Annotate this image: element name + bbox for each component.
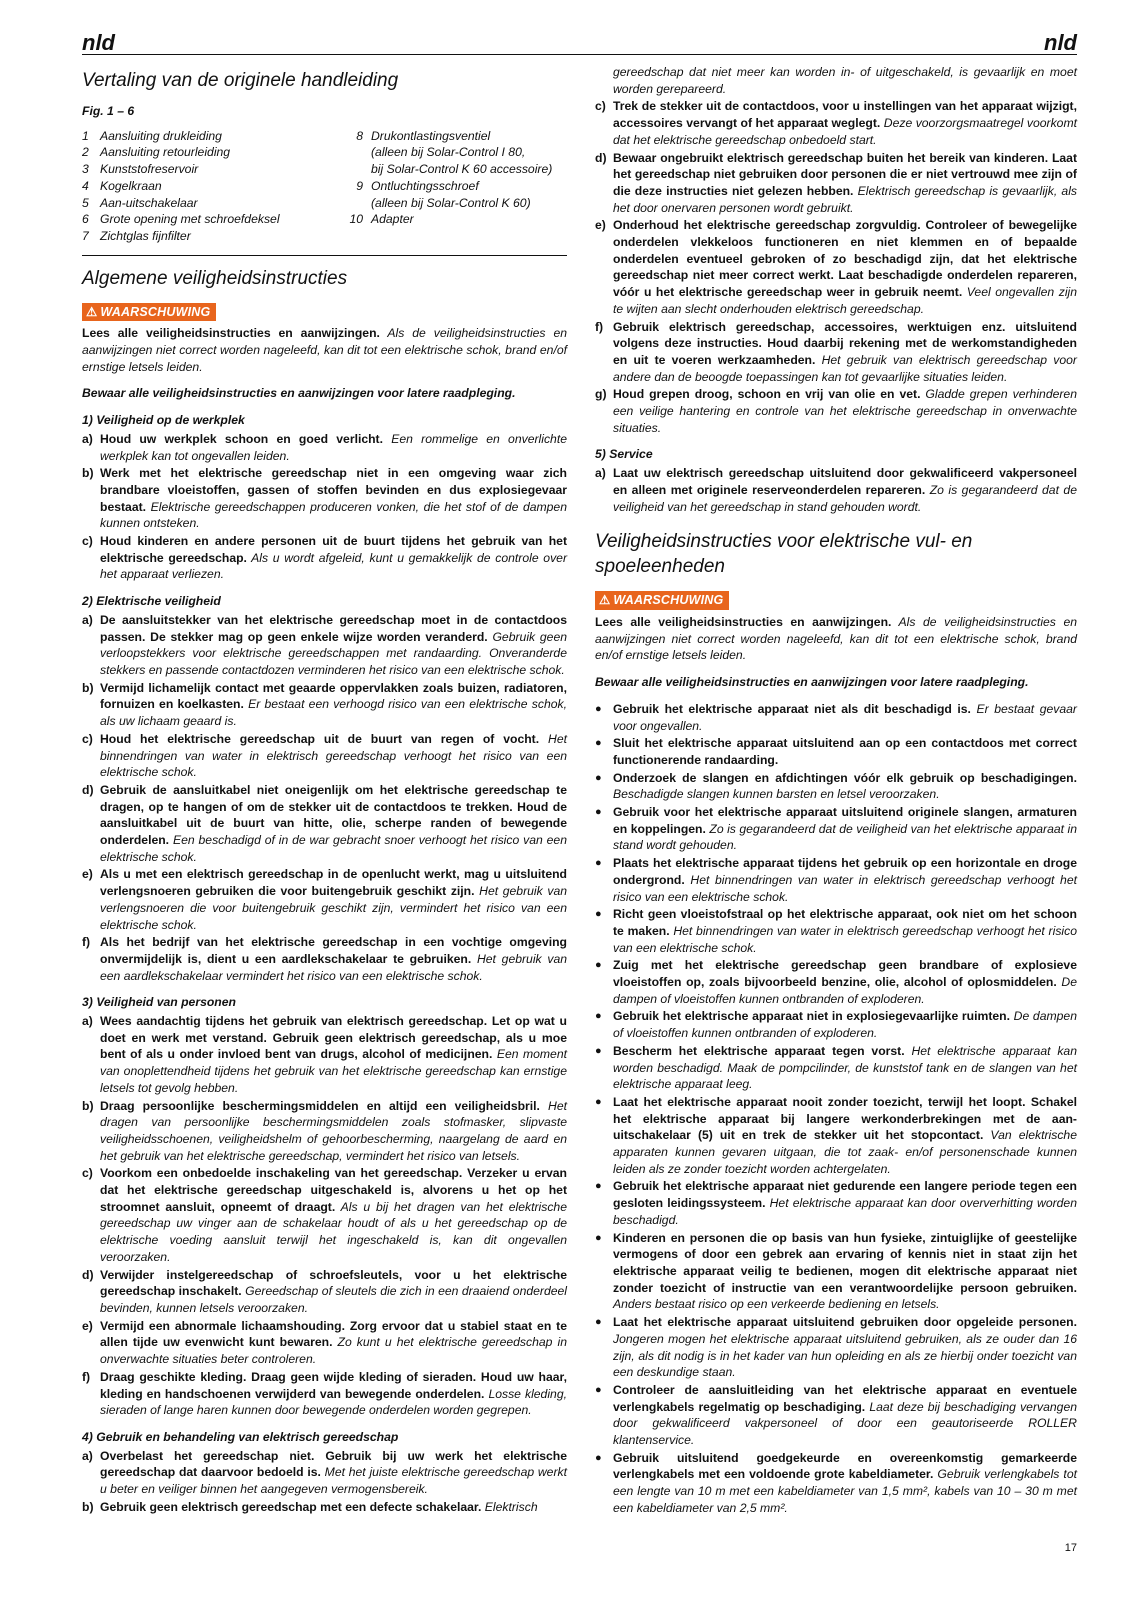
item-text [100,1369,567,1419]
bullet-text [613,1450,1077,1517]
item-italic: Een rommelige en onverlichte werkplek kan tot ongevallen leiden. [100,431,567,463]
bullet-italic: Het elektrische apparaat kan door oververhitting worden beschadigd. [613,1196,1077,1227]
general-safety-title: Algemene veiligheidsinstructies [82,267,348,289]
item-italic: Elektrisch gereedschap is gevaarlijk, als het door onervaren personen wordt gebruikt. [613,183,1077,215]
item-bold: Bewaar ongebruikt elektrisch gereedschap buiten het bereik van kinderen. Laat het gereedschap niet gebruiken door personen die er niet vertrouwd mee zijn of die deze instructies niet gelezen hebben. [613,150,1077,198]
legend-column-left [82,128,337,245]
safety-item [82,731,567,781]
bullet-italic: Jongeren mogen het elektrische apparaat uitsluitend gebruiken, als ze ouder dan 16 zijn, als dit nodig is in het kader van hun opleiding en als ze hierbij onder toezicht van een deskundige staan. [613,1331,1077,1380]
legend-text: Zichtglas fijnfilter [100,228,191,243]
legend-number: 7 [82,228,89,243]
item-italic: Een beschadigd of in de war gebracht snoer verhoogt het risico van een elektrische schok. [100,833,567,864]
item-bold: De aansluitstekker van het elektrische gereedschap moet in de contactdoos passen. De stekker mag op geen enkele wijze worden veranderd. [100,612,567,644]
bullet-item [595,906,1077,956]
item-label: a) [82,1448,93,1463]
item-bold: Houd uw werkplek schoon en goed verlicht. [100,431,384,446]
item-bold: Gebruik de aansluitkabel niet oneigenlijk om het elektrische gereedschap te dragen, op te hangen of om de stekker uit de contactdoos te trekken. Houd de aansluitkabel uit de buurt van hitte, olie, scherpe randen of bewegende onderdelen. [100,782,567,848]
safety-item [82,782,567,866]
bullet-bold: Richt geen vloeistofstraal op het elektrische apparaat, ook niet om het schoon te maken. [613,907,1077,938]
header-language-left: nld [82,30,115,55]
device-safety-bullets [595,701,1077,1517]
bullet-bold: Controleer de aansluitleiding van het elektrische apparaat en eventuele verlengkabels regelmatig op beschadiging. [613,1382,1077,1414]
legend-text: Aansluiting retourleiding [100,145,231,160]
safety-item [82,431,567,464]
bullet-bold: Gebruik voor het elektrische apparaat uitsluitend originele slangen, armaturen en koppelingen. [613,805,1077,836]
service-heading: 5) Service [595,447,653,462]
bullet-bold: Onderzoek de slangen en afdichtingen vóór elk gebruik op beschadigingen. [613,770,1077,785]
item-text [100,866,567,933]
bullet-dot-icon: ● [595,857,602,870]
safety-item [595,98,1077,148]
warning-badge [82,303,216,322]
legend-item [337,128,567,145]
keep-instructions: Bewaar alle veiligheidsinstructies en aanwijzingen voor latere raadpleging. [82,386,516,401]
bullet-item [595,957,1077,1007]
safety-item [82,1499,567,1516]
item-text [100,431,567,464]
bullet-text [613,701,1077,734]
bullet-text [613,735,1077,768]
item-text [613,98,1077,148]
intro-italic: Als de veiligheidsinstructies en aanwijzingen niet correct worden nageleefd, kan dit tot een elektrische schok, brand en/of ernstige letsels leiden. [595,614,1078,663]
bullet-bold: Gebruik het elektrische apparaat niet in explosiegevaarlijke ruimten. [613,1009,1010,1024]
item-bold: Draag geschikte kleding. Draag geen wijde kleding of sieraden. Houd uw haar, kleding en handschoenen verwijderd van bewegende onderdelen. [100,1369,567,1401]
keep-instructions: Bewaar alle veiligheidsinstructies en aanwijzingen voor latere raadpleging. [595,675,1029,690]
legend-item [82,144,337,161]
item-text [613,465,1077,515]
item-text [613,64,1077,97]
intro-italic: Als de veiligheidsinstructies en aanwijzingen niet correct worden nageleefd, kan dit tot een elektrische schok, brand en/of ernstige letsels leiden. [82,326,568,374]
divider [82,255,567,256]
item-text [100,1448,567,1498]
legend-number: 1 [82,128,89,143]
warning-triangle-icon: ⚠ [599,593,611,608]
safety-item [595,319,1077,386]
item-italic: Het gebruik van een aardlekschakelaar vermindert het risico van een elektrische schok. [100,951,568,983]
item-text [100,1013,567,1097]
service-items [595,465,1077,515]
item-label: b) [82,680,94,695]
item-italic: Het dragen van persoonlijke beschermingsmiddelen zoals stofmasker, slipvaste veiligheidsschoenen, veiligheidshelm of gehoorbescherming, naargelang de aard en het gebruik van het elektrische gereedschap, vermindert het risico van letsels. [100,1098,567,1163]
bullet-dot-icon: ● [595,1044,602,1057]
section-heading: 3) Veiligheid van personen [82,995,236,1010]
item-italic: Met het juiste elektrische gereedschap werkt u beter en veiliger binnen het aangegeven vermogensbereik. [100,1465,567,1497]
item-label: f) [82,1369,91,1384]
bullet-dot-icon: ● [595,1010,602,1023]
legend-number [337,144,371,161]
bullet-dot-icon: ● [595,959,602,972]
bullet-dot-icon: ● [595,1095,602,1108]
safety-item [82,866,567,933]
legend-number: 10 [349,212,363,227]
item-text [100,934,567,984]
item-label [595,64,613,97]
legend-number [337,195,371,212]
bullet-dot-icon: ● [595,1231,602,1244]
bullet-text [613,906,1077,956]
safety-item [595,64,1077,97]
bullet-bold: Kinderen en personen die op basis van hun fysieke, zintuiglijke of geestelijke vermogens of door een gebrek aan ervaring of kennis niet in staat zijn het elektrische apparaat veilig te bedienen, mogen dit elektrische apparaat niet zonder toezicht of instructie van een verantwoordelijke persoon gebruiken. [613,1230,1077,1295]
bullet-text [613,1043,1077,1093]
bullet-italic: Zo is gegarandeerd dat de veiligheid van het elektrische apparaat in stand wordt gehouden. [613,821,1077,853]
bullet-text [613,770,1077,803]
bullet-italic: Laat deze bij beschadiging vervangen door gekwalificeerd vakpersoneel of door een geautoriseerde ROLLER klantenservice. [613,1399,1078,1448]
item-italic: Als u wordt afgeleid, kunt u gemakkelijk de controle over het apparaat verliezen. [100,550,567,582]
warning-label: WAARSCHUWING [613,593,724,608]
item-label: c) [82,534,93,549]
item-label: a) [82,431,93,446]
item-bold: Voorkom een onbedoelde inschakeling van het gereedschap. Verzeker u ervan dat het elektrische gereedschap uitgeschakeld is, alvorens u het op het stroomnet aansluit, opneemt of draagt. [100,1166,567,1214]
bullet-bold: Plaats het elektrische apparaat tijdens het gebruik op een horizontale en droge ondergrond. [613,856,1077,887]
figure-label: Fig. 1 – 6 [82,104,135,118]
item-italic: Deze voorzorgsmaatregel voorkomt dat het elektrische gereedschap onbedoeld start. [613,116,1077,147]
item-bold: Houd grepen droog, schoon en vrij van olie en vet. [613,387,921,402]
bullet-italic: Anders bestaat risico op een verkeerde bediening en letsels. [613,1297,940,1312]
legend-item [82,128,337,145]
warning-label: WAARSCHUWING [100,304,211,319]
safety-item [82,1369,567,1419]
item-bold: Onderhoud het elektrische gereedschap zorgvuldig. Controleer of bewegelijke onderdelen vlekkeloos functioneren en niet klemmen en of bepaalde onderdelen eventueel gebroken of zo beschadigd zijn, dat het elektrische gereedschap niet meer correct werkt. Laat beschadigde onderdelen repareren, vóór u het elektrische gereedschap weer in gebruik neemt. [613,218,1077,300]
legend-item [82,228,337,245]
legend-text: (alleen bij Solar-Control K 60) [371,195,531,210]
safety-item [82,1267,567,1317]
item-bold: Trek de stekker uit de contactdoos, voor u instellingen van het apparaat wijzigt, accessoires vervangt of het apparaat weglegt. [613,99,1077,131]
section-heading: 1) Veiligheid op de werkplek [82,413,245,428]
item-italic: Gebruik geen verloopstekkers voor elektrische gereedschappen met randaarding. Onveranderde stekkers en passende contactdozen verminderen het risico van een elektrische schok. [100,629,568,677]
safety-item [82,1448,567,1498]
item-text [613,150,1077,217]
bullet-dot-icon: ● [595,908,602,921]
service-item [595,465,1077,515]
legend-number: 5 [82,195,89,210]
legend-text: bij Solar-Control K 60 accessoire) [371,162,553,177]
bullet-italic: Het elektrische apparaat kan worden beschadigd. Maak de pompcilinder, de kunststof tank en de slangen van het elektrische apparaat leeg. [613,1043,1077,1092]
right-column [595,64,1077,1518]
bullet-bold: Laat het elektrische apparaat uitsluitend gebruiken door opgeleide personen. [613,1315,1077,1330]
item-bold: Houd het elektrische gereedschap uit de buurt van regen of vocht. [100,731,540,746]
bullet-dot-icon: ● [595,806,602,819]
bullet-text [613,1382,1077,1449]
bullet-bold: Zuig met het elektrische gereedschap geen brandbare of explosieve vloeistoffen op, zoals bijvoorbeeld benzine, olie, alcohol of oplosmiddelen. [613,958,1077,990]
safety-item [82,612,567,679]
safety-item [595,150,1077,217]
item-label: c) [82,1166,93,1181]
item-bold: Overbelast het gereedschap niet. Gebruik bij uw werk het elektrische gereedschap dat daarvoor bedoeld is. [100,1448,567,1480]
item-label: a) [82,1014,93,1029]
legend-number: 9 [356,178,363,193]
bullet-italic: Van elektrische apparaten kunnen gevaren uitgaan, die tot zaak- en/of personenschade kunnen leiden als ze zonder toezicht worden achtergelaten. [613,1128,1077,1176]
item-italic: Het gebruik van elektrisch gereedschap voor andere dan de beoogde toepassingen kan tot gevaarlijke situaties leiden. [613,352,1077,384]
item-label: c) [82,731,93,746]
bullet-item [595,804,1077,854]
bullet-dot-icon: ● [595,1180,602,1193]
safety-item [82,934,567,984]
item-bold: Werk met het elektrische gereedschap niet in een omgeving waar zich brandbare vloeistoffen, gassen of stoffen bevinden en dus explosiegevaar bestaat. [100,466,567,514]
bullet-italic: De dampen of vloeistoffen kunnen ontbranden of exploderen. [613,1009,1077,1041]
warning-triangle-icon: ⚠ [86,304,98,319]
item-label: e) [82,1318,93,1333]
item-label: d) [595,150,607,165]
intro-paragraph [82,325,567,375]
item-italic: Er bestaat een verhoogd risico van een elektrische schok, als uw lichaam geaard is. [100,697,567,729]
legend-text: (alleen bij Solar-Control I 80, [371,145,526,160]
item-bold: Verwijder instelgereedschap of schroefsleutels, voor u het elektrische gereedschap inschakelt. [100,1267,567,1299]
item-label: e) [82,867,93,882]
bullet-bold: Gebruik uitsluitend goedgekeurde en overeenkomstig gemarkeerde verlengkabels met een voldoende grote kabeldiameter. [613,1450,1077,1482]
item-label: f) [82,935,91,950]
item-text [100,1098,567,1165]
item-bold: Draag persoonlijke beschermingsmiddelen en altijd een veiligheidsbril. [100,1098,540,1113]
bullet-item [595,1178,1077,1228]
item-bold: Gebruik elektrisch gereedschap, accessoires, werktuigen enz. uitsluitend volgens deze instructies. Houd daarbij rekening met de werkomstandigheden en uit te voeren werkzaamheden. [613,319,1077,367]
safety-item [82,533,567,583]
bullet-dot-icon: ● [595,1383,602,1396]
header-language-right: nld [1044,30,1077,55]
item-text [613,386,1077,436]
item-bold: Vermijd lichamelijk contact met geaarde oppervlakken zoals buizen, radiatoren, fornuizen en koelkasten. [100,680,567,712]
bullet-text [613,855,1077,905]
item-label: e) [595,218,606,233]
bullet-dot-icon: ● [595,702,602,715]
intro-bold: Lees alle veiligheidsinstructies en aanwijzingen. [595,614,892,629]
bullet-item [595,1382,1077,1449]
legend-item [337,211,567,228]
item-text [100,1165,567,1265]
legend-text: Kogelkraan [100,178,162,193]
item-text [100,533,567,583]
item-label: b) [82,1499,94,1514]
safety-item [82,1013,567,1097]
left-column [82,64,567,1516]
item-text [100,612,567,679]
item-italic: Elektrische gereedschappen produceren vonken, die het stof of de dampen kunnen ontsteken. [100,499,567,531]
item-italic: Zo is gegarandeerd dat de veiligheid van het gereedschap in stand gehouden wordt. [613,482,1077,514]
item-italic: Als u bij het dragen van het elektrische gereedschap uw vinger aan de schakelaar houdt of als u het gereedschap op de elektrische voeding aansluit terwijl het ingeschakeld is, kan dit ongevallen veroorzaken. [100,1199,567,1264]
translation-title: Vertaling van de originele handleiding [82,70,399,91]
item-label: d) [82,782,94,797]
legend-item [82,195,337,212]
item-italic: Gladde grepen verhinderen een veilige hantering en controle van het elektrische gereedschap in onverwachte situaties. [613,387,1077,435]
item-bold: Laat uw elektrisch gereedschap uitsluitend door gekwalificeerd vakpersoneel en alleen met originele reserveonderdelen repareren. [613,466,1077,497]
legend-text: Aan-uitschakelaar [100,195,198,210]
safety-item [82,465,567,532]
item-bold: Wees aandachtig tijdens het gebruik van elektrisch gereedschap. Let op wat u doet en werk met verstand. Gebruik geen elektrisch gereedschap, als u moe bent of als u onder invloed bent van drugs, alcohol of medicijnen. [100,1014,567,1062]
legend-item [82,178,337,195]
legend-item [337,195,567,212]
legend-item [337,144,567,161]
item-label: f) [595,319,604,334]
item-bold: Houd kinderen en andere personen uit de buurt tijdens het gebruik van het elektrische gereedschap. [100,534,567,565]
bullet-item [595,1094,1077,1178]
item-text [100,1267,567,1317]
item-italic: Losse kleding, sieraden of lange haren kunnen door bewegende onderdelen worden gegrepen. [100,1386,567,1418]
section-heading: 4) Gebruik en behandeling van elektrisch gereedschap [82,1429,399,1444]
legend-text: Grote opening met schroefdeksel [100,212,280,227]
bullet-italic: Gebruik verlengkabels tot een lengte van 10 m met een kabeldiameter van 1,5 mm², kabels van 10 – 30 m met een kabeldiameter van 2,5 mm². [613,1467,1077,1515]
bullet-italic: De dampen of vloeistoffen kunnen ontbranden of exploderen. [613,975,1077,1006]
bullet-item [595,770,1077,803]
safety-item [595,386,1077,436]
legend-text: Kunststofreservoir [100,162,199,177]
legend-number [337,161,371,178]
legend-item [82,161,337,178]
bullet-item [595,1314,1077,1381]
bullet-text [613,1008,1077,1041]
safety-item [82,1165,567,1265]
bullet-bold: Laat het elektrische apparaat nooit zonder toezicht, terwijl het loopt. Schakel het elektrische apparaat bij langere werkonderbrekingen met de aan-uitschakelaar (5) uit en trek de stekker uit het stopcontact. [613,1094,1077,1143]
continued-items [595,64,1077,436]
bullet-item [595,1008,1077,1041]
bullet-item [595,1043,1077,1093]
intro-paragraph [595,614,1077,664]
bullet-dot-icon: ● [595,1316,602,1329]
legend-item [337,178,567,195]
bullet-bold: Bescherm het elektrische apparaat tegen vorst. [613,1043,905,1058]
bullet-text [613,1314,1077,1381]
item-label: d) [82,1267,94,1282]
item-label: b) [82,466,94,481]
item-bold: Gebruik geen elektrisch gereedschap met een defecte schakelaar. [100,1499,482,1514]
item-bold: Als het bedrijf van het elektrische gereedschap in een vochtige omgeving onvermijdelijk is, dient u een aardlekschakelaar te gebruiken. [100,935,567,966]
bullet-item [595,855,1077,905]
bullet-bold: Sluit het elektrische apparaat uitsluitend aan op een contactdoos met correct functionerende randaarding. [613,736,1077,767]
bullet-text [613,957,1077,1007]
legend-column-right [337,128,567,245]
legend-item [82,211,337,228]
legend-number: 6 [82,212,89,227]
header-rule [82,54,1077,55]
legend-text: Aansluiting drukleiding [100,128,222,143]
item-bold: Als u met een elektrisch gereedschap in de openlucht werkt, mag u uitsluitend verlengsnoeren gebruiken die voor buitengebruik geschikt zijn. [100,867,567,899]
legend-number: 8 [356,128,363,143]
legend-number: 2 [82,145,89,160]
bullet-text [613,1230,1077,1314]
bullet-text [613,1094,1077,1178]
item-label: g) [595,387,607,402]
bullet-bold: Gebruik het elektrische apparaat niet als dit beschadigd is. [613,701,971,716]
figure-legend [82,128,567,245]
warning-badge [595,591,729,610]
bullet-italic: Beschadigde slangen kunnen barsten en letsel veroorzaken. [613,787,940,802]
bullet-italic: Het binnendringen van water in elektrisch gereedschap verhoogt het risico van een elektrische schok. [613,923,1077,955]
item-italic: Het binnendringen van water in elektrisch gereedschap verhoogt het risico van een elektrische schok. [100,731,568,780]
device-safety-title: Veiligheidsinstructies voor elektrische vul- en spoeleenheden [595,531,973,578]
item-italic: Het gebruik van verlengsnoeren die voor buitengebruik geschikt zijn, vermindert het risico van een elektrische schok. [100,884,568,932]
item-italic: Veel ongevallen zijn te wijten aan slecht onderhouden elektrisch gereedschap. [613,285,1078,316]
bullet-item [595,735,1077,768]
bullet-item [595,1450,1077,1517]
intro-bold: Lees alle veiligheidsinstructies en aanwijzingen. [82,326,380,341]
item-text [613,319,1077,386]
item-label: a) [82,612,93,627]
item-italic: Zo kunt u het elektrische gereedschap in onverwachte situaties beter controleren. [100,1335,567,1367]
bullet-italic: Er bestaat gevaar voor ongevallen. [613,701,1077,733]
safety-sections [82,412,567,1515]
bullet-dot-icon: ● [595,1451,602,1464]
legend-text: Ontluchtingsschroef [371,178,479,193]
bullet-text [613,804,1077,854]
bullet-text [613,1178,1077,1228]
item-text [100,782,567,866]
safety-item [82,1098,567,1165]
safety-item [82,1318,567,1368]
item-label: b) [82,1098,94,1113]
item-bold: Vermijd een abnormale lichaamshouding. Zorg ervoor dat u stabiel staat en te allen tijde uw evenwicht kunt bewaren. [100,1318,567,1350]
safety-item [595,217,1077,317]
item-text [100,731,567,781]
item-italic: Elektrisch [481,1499,538,1514]
item-label: c) [595,99,606,114]
section-heading: 2) Elektrische veiligheid [82,594,221,609]
bullet-dot-icon: ● [595,737,602,750]
item-text [100,1318,567,1368]
item-text [100,1499,567,1516]
legend-item [337,161,567,178]
bullet-bold: Gebruik het elektrische apparaat niet gedurende een langere periode tegen een gesloten leidingssysteem. [613,1179,1077,1211]
legend-text: Adapter [371,212,414,227]
item-label: a) [595,466,606,481]
item-italic: Gereedschap of sleutels die zich in een draaiend onderdeel bevinden, kunnen letsels veroorzaken. [100,1284,567,1315]
page-number: 17 [1064,1542,1077,1554]
item-text [613,217,1077,317]
legend-text: Drukontlastingsventiel [371,128,491,143]
bullet-dot-icon: ● [595,771,602,784]
item-text [100,465,567,532]
safety-item [82,680,567,730]
legend-number: 4 [82,178,89,193]
item-italic: gereedschap dat niet meer kan worden in- of uitgeschakeld, is gevaarlijk en moet worden gerepareerd. [613,65,1077,96]
bullet-item [595,1230,1077,1314]
bullet-item [595,701,1077,734]
bullet-italic: Het binnendringen van water in elektrisch gereedschap verhoogt het risico van een elektrische schok. [613,872,1077,904]
legend-number: 3 [82,162,89,177]
item-text [100,680,567,730]
item-italic: Een moment van onoplettendheid tijdens het gebruik van het elektrische gereedschap kan ernstige letsels tot gevolg hebben. [100,1047,568,1095]
